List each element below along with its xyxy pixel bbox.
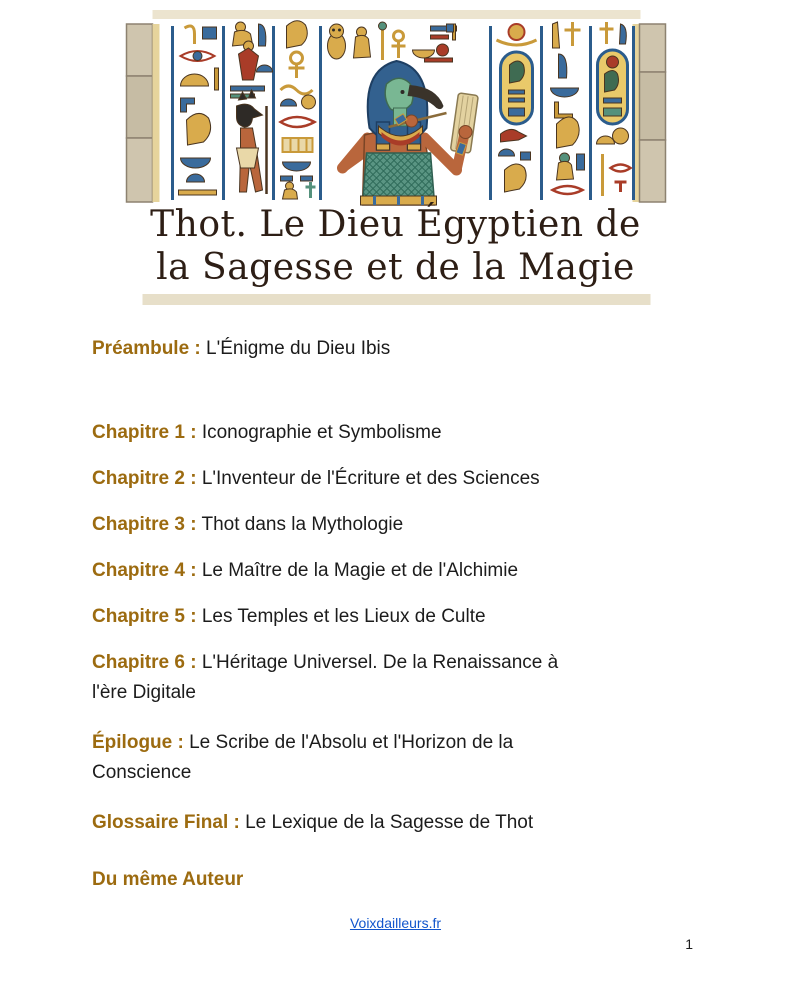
toc-entry-title: Thot dans la Mythologie	[201, 514, 404, 535]
hieroglyph-column-right-3	[596, 22, 630, 196]
toc-entry-label: Épilogue :	[92, 732, 184, 753]
footer	[0, 914, 791, 932]
toc-entry-chapitre-4	[92, 556, 692, 586]
top-stone-ledge	[152, 10, 640, 19]
toc-entry-preambule	[92, 334, 692, 364]
toc-entry-title: L'Énigme du Dieu Ibis	[206, 338, 391, 359]
hieroglyph-row-top	[327, 22, 456, 62]
toc-entry-title: Le Scribe de l'Absolu et l'Horizon de la	[189, 732, 514, 753]
toc-entry-title: L'Héritage Universel. De la Renaissance à	[201, 652, 559, 673]
toc-entry-epilogue	[92, 728, 692, 788]
toc-entry-title: L'Inventeur de l'Écriture et des Sciences	[201, 468, 540, 489]
toc-entry-glossaire	[92, 808, 692, 838]
hieroglyph-column-left-3	[280, 21, 315, 199]
toc-entry-chapitre-5	[92, 602, 692, 632]
hieroglyph-column-left-1	[178, 26, 218, 195]
toc-entry-label: Glossaire Final :	[92, 812, 240, 833]
toc-entry-label: Chapitre 5 :	[92, 606, 197, 627]
hieroglyph-column-right-1	[496, 24, 536, 192]
toc-entry-label: Préambule :	[92, 338, 201, 359]
thoth-figure-icon	[342, 61, 478, 205]
toc-entry-chapitre-3	[92, 510, 692, 540]
hieroglyph-column-right-2	[550, 22, 584, 194]
left-stone-pillar-icon	[126, 24, 159, 202]
hieroglyph-column-left-2	[230, 22, 272, 194]
toc-entry-title-line2: Conscience	[92, 762, 192, 783]
toc-entry-title: Le Lexique de la Sagesse de Thot	[245, 812, 534, 833]
artwork-title-line2: la Sagesse et de la Magie	[156, 247, 635, 288]
toc-entry-title-line2: l'ère Digitale	[92, 682, 196, 703]
toc-entry-chapitre-1	[92, 418, 692, 448]
toc-entry-title: Le Maître de la Magie et de l'Alchimie	[201, 560, 519, 581]
footer-website-link[interactable]: Voixdailleurs.fr	[349, 915, 442, 931]
toc-entry-chapitre-6	[92, 648, 692, 708]
author-section-heading: Du même Auteur	[92, 869, 244, 890]
toc-entry-chapitre-2	[92, 464, 692, 494]
header-artwork	[124, 10, 667, 310]
toc-entry-title: Iconographie et Symbolisme	[201, 422, 442, 443]
right-stone-pillar-icon	[632, 24, 665, 202]
table-of-contents	[92, 334, 692, 911]
toc-entry-label: Chapitre 3 :	[92, 514, 197, 535]
bottom-stone-ledge	[142, 294, 650, 305]
artwork-title-line1: Thot. Le Dieu Égyptien de	[150, 204, 641, 245]
toc-entry-label: Chapitre 6 :	[92, 652, 197, 673]
toc-entry-title: Les Temples et les Lieux de Culte	[201, 606, 486, 627]
page-number: 1	[685, 936, 693, 952]
toc-entry-label: Chapitre 2 :	[92, 468, 197, 489]
toc-entry-label: Chapitre 4 :	[92, 560, 197, 581]
toc-entry-label: Chapitre 1 :	[92, 422, 197, 443]
